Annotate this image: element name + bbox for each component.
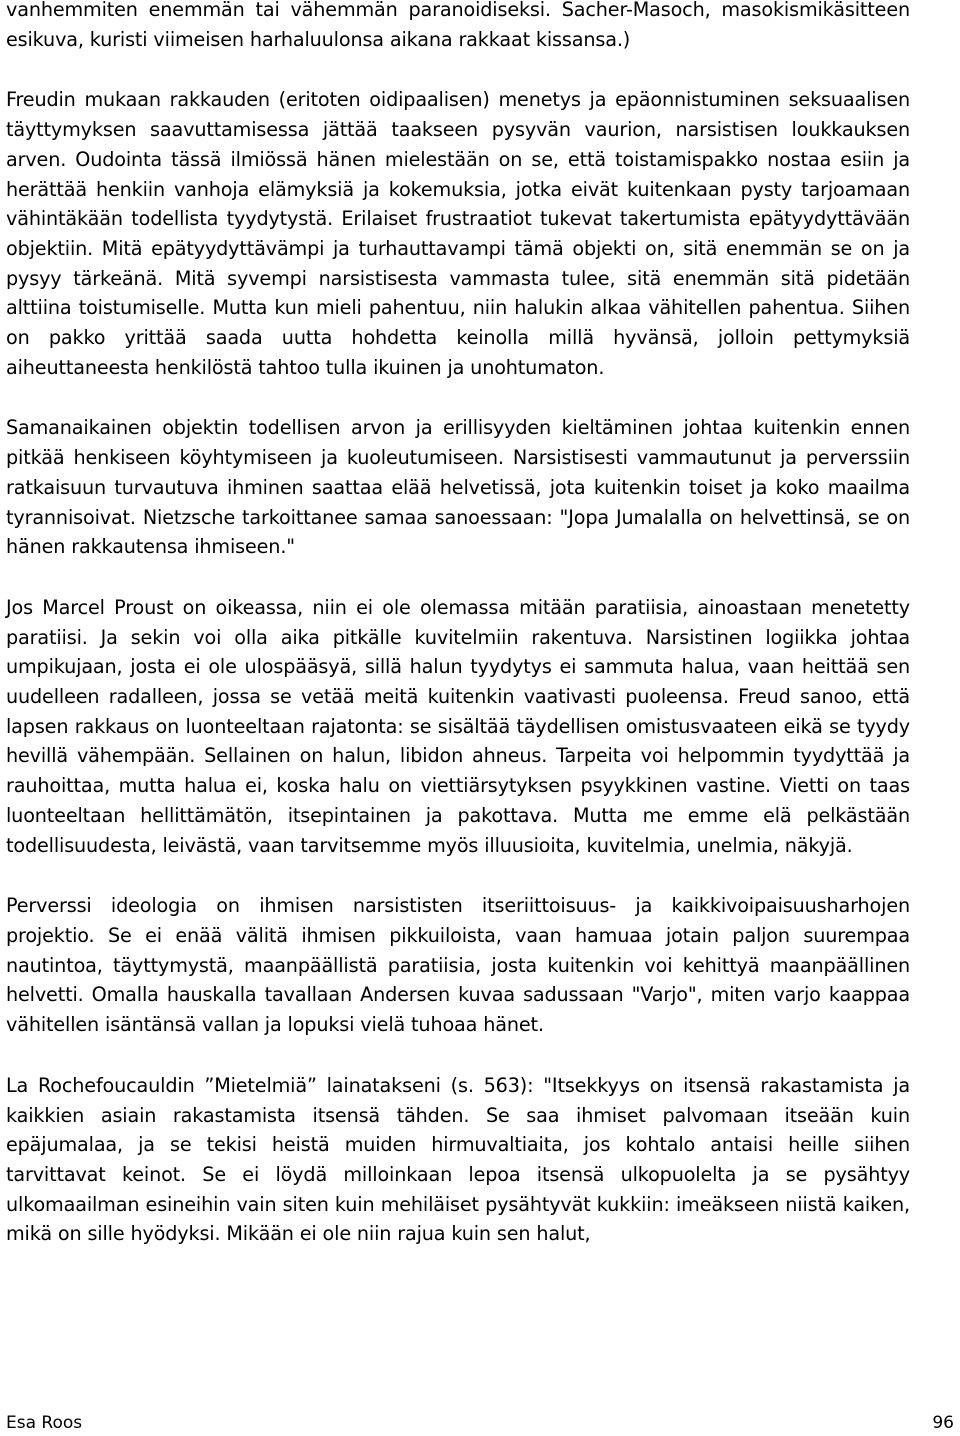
document-body xyxy=(6,0,910,1280)
paragraph-perverse-ideology: Perverssi ideologia on ihmisen narsististen itseriittoisuus- ja kaikkivoipaisuusharhojen projektio. Se ei enää välitä ihmisen pikkuiloista, vaan hamuaa jotain paljon suurempaa nautintoa, täyttymystä, maanpäällistä paratiisia, josta kuitenkin voi kehittyä maanpäällinen helvetti. Omalla hauskalla tavallaan Andersen kuvaa sadussaan "Varjo", miten varjo kaappaa vähitellen isäntänsä vallan ja lopuksi vielä tuhoaa hänet. xyxy=(6,894,910,1037)
paragraph-la-rochefoucauld: La Rochefoucauldin ”Mietelmiä” lainatakseni (s. 563): "Itsekkyys on itsensä rakastamista ja kaikkien asiain rakastamista itsensä tähden. Se saa ihmiset palvomaan itseään kuin epäjumalaa, ja se tekisi heistä muiden hirmuvaltiaita, jos kohtalo antaisi heille siihen tarvittavat keinot. Se ei löydä milloinkaan lepoa itsensä ulkopuolelta ja se pysähtyy ulkomaailman esineihin vain siten kuin mehiläiset pysähtyvät kukkiin: imeäkseen niistä kaiken, mikä on sille hyödyksi. Mikään ei ole niin rajua kuin sen halut, xyxy=(6,1073,910,1246)
paragraph-freud-love-loss: Freudin mukaan rakkauden (eritoten oidipaalisen) menetys ja epäonnistuminen seksuaalisen täyttymyksen saavuttamisessa jättää taakseen pysyvän vaurion, narsistisen loukkauksen arven. Oudointa tässä ilmiössä hänen mielestään on se, että toistamispakko nostaa esiin ja herättää henkiin vanhoja elämyksiä ja kokemuksia, jotka eivät kuitenkaan pysty tarjoamaan vähintäkään todellista tyydytystä. Erilaiset frustraatiot tukevat takertumista epätyydyttävään objektiin. Mitä epätyydyttävämpi ja turhauttavampi tämä objekti on, sitä enemmän se on ja pysyy tärkeänä. Mitä syvempi narsistisesta vammasta tulee, sitä enemmän sitä pidetään alttiina toistumiselle. Mutta kun mieli pahentuu, niin halukin alkaa vähitellen pahentua. Siihen on pakko yrittää saada uutta hohdetta keinolla millä hyvänsä, jolloin pettymyksiä aiheuttaneesta henkilöstä tahtoo tulla ikuinen ja unohtumaton. xyxy=(6,88,910,379)
paragraph-continued: vanhemmiten enemmän tai vähemmän paranoidiseksi. Sacher-Masoch, masokismikäsitteen esikuva, kuristi viimeisen harhaluulonsa aikana rakkaat kissansa.) xyxy=(6,0,910,51)
page-number: 96 xyxy=(932,1413,954,1433)
paragraph-proust-paradise: Jos Marcel Proust on oikeassa, niin ei ole olemassa mitään paratiisia, ainoastaan menetetty paratiisi. Ja sekin voi olla aika pitkälle kuvitelmiin rakentuva. Narsistinen logiikka johtaa umpikujaan, josta ei ole ulospääsyä, sillä halun tyydytys ei sammuta halua, vaan heittää sen uudelleen radalleen, jossa se vetää meitä kuitenkin vaativasti puoleensa. Freud sanoo, että lapsen rakkaus on luonteeltaan rajatonta: se sisältää täydellisen omistusvaateen eikä se tyydy hevillä vähempään. Sellainen on halun, libidon ahneus. Tarpeita voi helpommin tyydyttää ja rauhoittaa, mutta halua ei, koska halu on viettiärsytyksen psyykkinen vastine. Vietti on taas luonteeltaan hellittämätön, itsepintainen ja pakottava. Mutta me emme elä pelkästään todellisuudesta, leivästä, vaan tarvitsemme myös illuusioita, kuvitelmia, unelmia, näkyjä. xyxy=(6,595,910,857)
paragraph-object-denial: Samanaikainen objektin todellisen arvon ja erillisyyden kieltäminen johtaa kuitenkin ennen pitkää henkiseen köyhtymiseen ja kuoleutumiseen. Narsistisesti vammautunut ja perverssiin ratkaisuun turvautuva ihminen saattaa elää helvetissä, jota kuitenkin toiset ja koko maailma tyrannisoivat. Nietzsche tarkoittanee samaa sanoessaan: "Jopa Jumalalla on helvettinsä, se on hänen rakkautensa ihmiseen." xyxy=(6,416,910,559)
footer-author: Esa Roos xyxy=(6,1413,83,1433)
